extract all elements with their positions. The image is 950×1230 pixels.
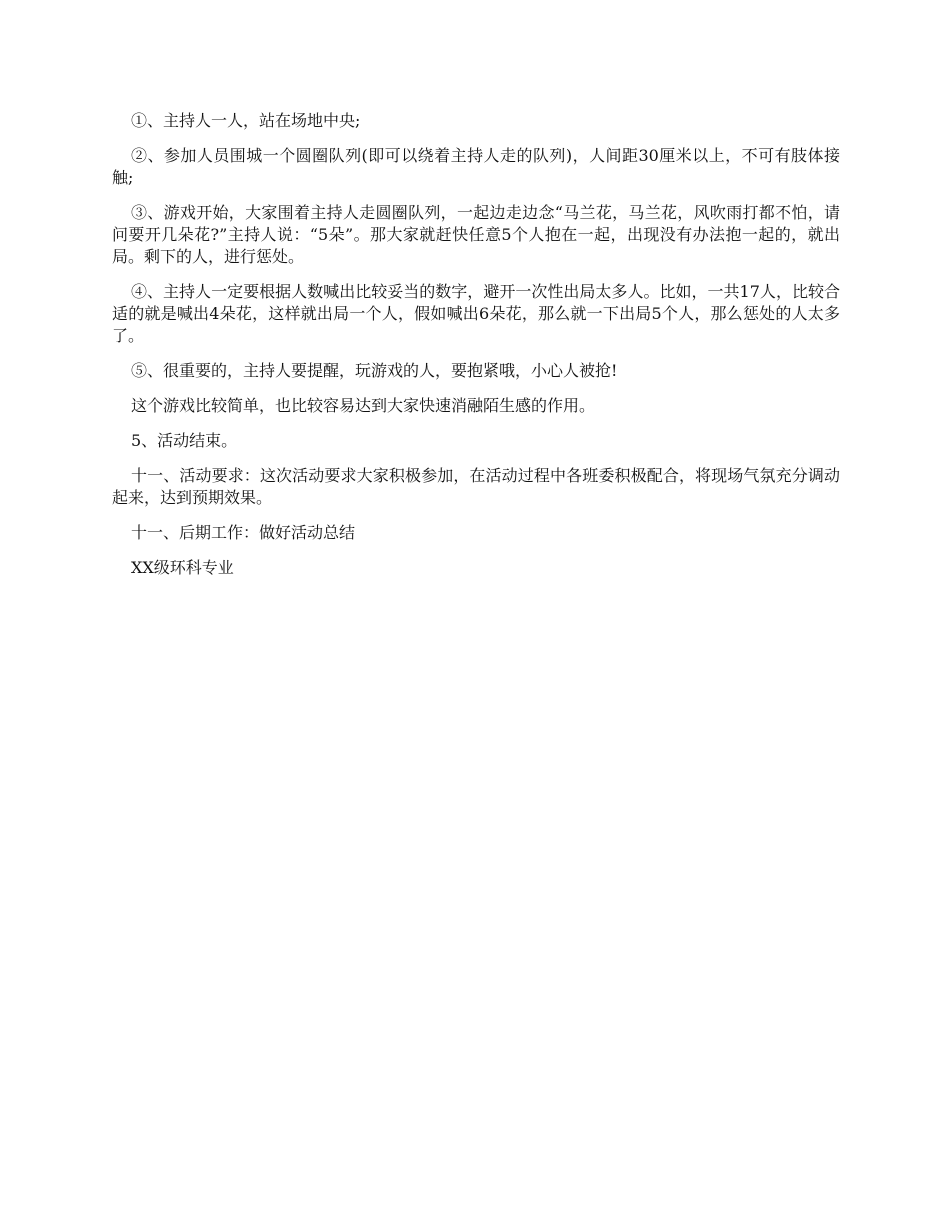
paragraph-activity-end: 5、活动结束。	[131, 431, 238, 450]
paragraph-host-position: ①、主持人一人，站在场地中央;	[131, 111, 361, 130]
paragraph-game-summary: 这个游戏比较简单，也比较容易达到大家快速消融陌生感的作用。	[131, 396, 596, 415]
paragraph-host-reminder: ⑤、很重要的，主持人要提醒，玩游戏的人，要抱紧哦，小心人被抢!	[131, 361, 618, 380]
paragraph-follow-up-work: 十一、后期工作：做好活动总结	[131, 523, 356, 542]
paragraph-game-start: ③、游戏开始，大家围着主持人走圆圈队列，一起边走边念“马兰花，马兰花，风吹雨打都不怕，请问要开几朵花?”主持人说：“5朵”。那大家就赶快任意5个人抱在一起，出现没有办法抱一起的，就出局。剩下的人，进行惩处。	[112, 203, 840, 266]
paragraph-signature: XX级环科专业	[131, 558, 234, 577]
document-body	[112, 110, 840, 592]
paragraph-circle-formation: ②、参加人员围城一个圆圈队列(即可以绕着主持人走的队列)，人间距30厘米以上，不可有肢体接触;	[112, 146, 840, 187]
paragraph-host-numbers: ④、主持人一定要根据人数喊出比较妥当的数字，避开一次性出局太多人。比如，一共17人，比较合适的就是喊出4朵花，这样就出局一个人，假如喊出6朵花，那么就一下出局5个人，那么惩处的人太多了。	[112, 282, 840, 345]
paragraph-activity-requirements: 十一、活动要求：这次活动要求大家积极参加，在活动过程中各班委积极配合，将现场气氛充分调动起来，达到预期效果。	[112, 466, 840, 507]
